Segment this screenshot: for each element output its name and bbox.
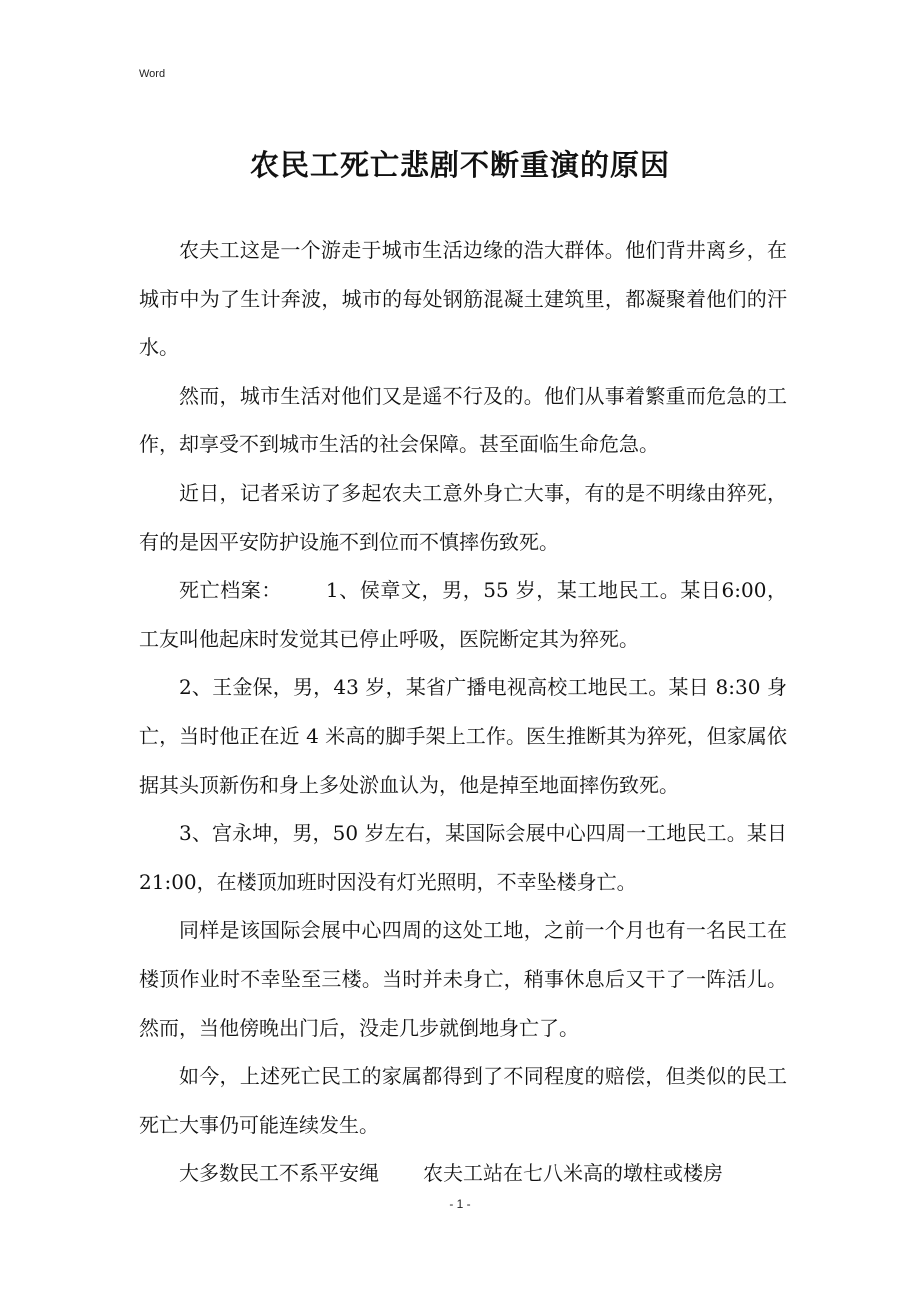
paragraph: 然而，城市生活对他们又是遥不行及的。他们从事着繁重而危急的工作，却享受不到城市生活的社会保障。甚至面临生命危急。 bbox=[139, 383, 787, 457]
header-label: Word bbox=[139, 68, 166, 80]
page-number: - 1 - bbox=[449, 1197, 471, 1211]
paragraph: 3、宫永坤，男，50 岁左右，某国际会展中心四周一工地民工。某日 21:00，在楼顶加班时因没有灯光照明，不幸坠楼身亡。 bbox=[139, 821, 787, 894]
paragraph: 近日，记者采访了多起农夫工意外身亡大事，有的是不明缘由猝死，有的是因平安防护设施不到位而不慎摔伤致死。 bbox=[139, 480, 787, 554]
paragraph: 农夫工这是一个游走于城市生活边缘的浩大群体。他们背井离乡，在城市中为了生计奔波，城市的每处钢筋混凝土建筑里，都凝聚着他们的汗水。 bbox=[139, 238, 787, 360]
document-title: 农民工死亡悲剧不断重演的原因 bbox=[249, 148, 670, 182]
paragraph: 2、王金保，男，43 岁，某省广播电视高校工地民工。某日 8:30 身亡，当时他正在近 4 米高的脚手架上工作。医生推断其为猝死，但家属依据其头顶新伤和身上多处淤血认为，他是掉至地面摔伤致死。 bbox=[139, 675, 787, 797]
paragraph: 同样是该国际会展中心四周的这处工地，之前一个月也有一名民工在楼顶作业时不幸坠至三楼。当时并未身亡，稍事休息后又干了一阵活儿。然而，当他傍晚出门后，没走几步就倒地身亡了。 bbox=[139, 918, 787, 1040]
subheading: 大多数民工不系平安绳 bbox=[179, 1161, 379, 1186]
paragraph-death-archive bbox=[139, 566, 787, 663]
death-archive-label: 死亡档案： bbox=[179, 578, 282, 603]
paragraph: 如今，上述死亡民工的家属都得到了不同程度的赔偿，但类似的民工死亡大事仍可能连续发生。 bbox=[139, 1064, 787, 1137]
paragraph-continuation: 农夫工站在七八米高的墩柱或楼房 bbox=[423, 1161, 723, 1186]
document-body bbox=[139, 226, 787, 1198]
paragraph-subheading bbox=[139, 1149, 787, 1198]
archive-entry-1: 1、侯章文，男，55 岁，某工地民工。某日6:00，工友叫他起床时发觉其已停止呼吸，医院断定其为猝死。 bbox=[139, 578, 788, 651]
